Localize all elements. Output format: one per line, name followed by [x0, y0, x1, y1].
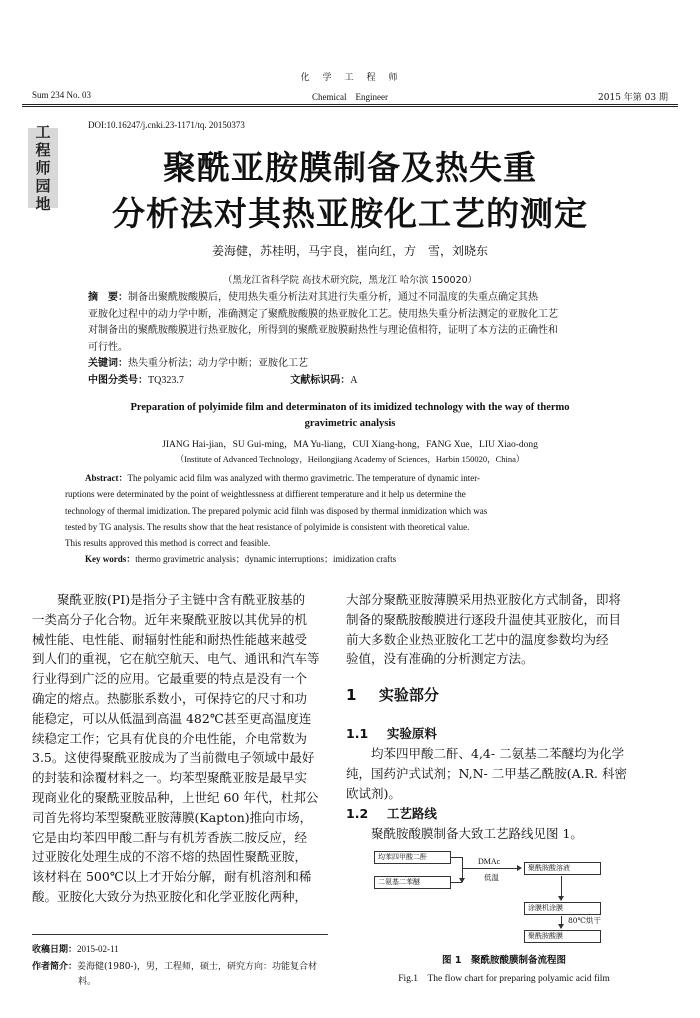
body-line: 过亚胺化处理生成的不溶不熔的热固性聚酰亚胺，	[32, 849, 308, 865]
section-1-2-title: 工艺路线	[386, 806, 437, 821]
affiliation-cn: （黑龙江省科学院 高技术研究院，黑龙江 哈尔滨 150020）	[222, 275, 478, 286]
column-tag-char: 园	[35, 177, 51, 195]
body-left-column	[32, 590, 332, 907]
title-en-line: Preparation of polyimide film and determinaton of its imidized technology with the way of thermo	[130, 402, 570, 413]
section-1-title: 实验部分	[378, 686, 439, 704]
issue-number-cn: 2015 年第 03 期	[598, 93, 668, 103]
section-1-1-body	[346, 744, 662, 803]
body-line: 一类高分子化合物。近年来聚酰亚胺以其优异的机	[32, 611, 308, 627]
flow-connector	[450, 857, 462, 858]
abstract-cn	[88, 290, 612, 389]
title-cn-line-1: 聚酰亚胺膜制备及热失重	[163, 148, 537, 187]
body-line: 欧试剂)。	[346, 785, 401, 801]
abstract-en-line: technology of thermal imidization. The prepared polymic acid filnh was disposed by thermal inmidization which was	[65, 505, 488, 516]
flow-arrowhead	[517, 865, 522, 871]
flow-box-coating: 涂膜机涂膜	[524, 902, 601, 915]
doi[interactable]: DOI:10.16247/j.cnki.23-1171/tq. 20150373	[88, 120, 245, 130]
body-line: 制备的聚酰胺酸膜进行逐段升温使其亚胺化，而目	[346, 611, 622, 627]
figure-caption-cn: 图 1 聚酰胺酸膜制备流程图	[442, 955, 566, 966]
body-line: 酸。亚胺化大致分为热亚胺化和化学亚胺化两种，	[32, 888, 308, 904]
header-rule	[22, 104, 678, 105]
author-bio: 姜海健(1980-)，男，工程师，硕士，研究方向：功能复合材	[77, 962, 317, 972]
body-line: 前大多数企业热亚胺化工艺中的温度参数均为经	[346, 631, 609, 647]
section-1-heading	[346, 684, 439, 705]
author-bio-label: 作者简介：	[32, 962, 78, 972]
doc-code-value: A	[350, 374, 358, 386]
clc-value: TQ323.7	[148, 374, 184, 386]
flow-box-oda: 二氨基二苯醚	[374, 876, 451, 889]
keywords-en-label: Key words：	[85, 554, 136, 565]
flow-arrow-to-solution	[462, 868, 518, 869]
column-tag-char: 地	[35, 195, 51, 213]
body-right-column	[346, 590, 662, 669]
body-line: 纯，国药沪式试剂；N,N- 二甲基乙酰胺(A.R. 科密	[346, 765, 627, 781]
body-line: 确定的熔点。热膨胀系数小，可保持它的尺寸和功	[32, 690, 308, 706]
abstract-en	[65, 470, 605, 568]
flow-label-low-temp: 低温	[484, 873, 499, 882]
body-line: 的封装和涂覆材料之一。均苯型聚酰亚胺是最早实	[32, 770, 308, 786]
flow-box-pmda: 均苯四甲酸二酐	[374, 851, 451, 864]
abstract-en-line: This results approved this method is correct and feasible.	[65, 538, 271, 549]
clc-label: 中图分类号：	[88, 374, 148, 386]
body-line: 3.5。这使得聚酰亚胺成为了当前微电子领域中最好	[32, 750, 315, 766]
footnote-author	[32, 960, 328, 990]
body-line: 验值，没有准确的分析测定方法。	[346, 651, 534, 667]
abstract-cn-label: 摘 要：	[88, 292, 128, 303]
column-tag	[28, 123, 58, 213]
flow-box-polyamic-solution: 聚酰胺酸溶液	[524, 862, 601, 875]
keywords-en: thermo gravimetric analysis；dynamic interruptions；imidization crafts	[135, 554, 397, 565]
column-tag-char: 师	[35, 159, 51, 177]
received-date: 2015-02-11	[77, 944, 119, 954]
body-line: 它是由均苯四甲酸二酐与有机芳香族二胺反应，经	[32, 829, 308, 845]
title-en-line: gravimetric analysis	[304, 418, 396, 429]
authors-en: JIANG Hai-jian，SU Gui-ming，MA Yu-liang，CUI Xiang-hong，FANG Xue，LIU Xiao-dong	[162, 440, 538, 450]
body-line: 能稳定，可以从低温到高温 482℃甚至更高温度连	[32, 710, 312, 726]
flow-arrow-to-film	[561, 916, 562, 928]
author-bio-cont: 料。	[78, 977, 97, 987]
flow-label-dmac: DMAc	[478, 857, 501, 866]
abstract-en-line: tested by TG analysis. The results show that the heat resistance of polyimide is consistent with theoretical value.	[65, 521, 470, 532]
section-1-1-title: 实验原料	[386, 726, 437, 741]
body-line: 续稳定工作；它具有优良的介电性能，介电常数为	[32, 730, 308, 746]
journal-name-cn: 化 学 工 程 师	[300, 73, 400, 83]
body-line: 到人们的重视，它在航空航天、电气、通讯和汽车等	[32, 651, 320, 667]
body-line: 聚酰亚胺(PI)是指分子主链中含有酰亚胺基的	[32, 592, 306, 607]
section-1-1-heading	[346, 724, 437, 742]
flow-connector-vertical	[462, 857, 463, 882]
abstract-cn-line: 亚胺化过程中的动力学中断，准确测定了聚酰胺酸膜的热亚胺化工艺。使用热失重分析法测定的亚胺化工艺	[88, 308, 558, 320]
body-line: 械性能、电性能、耐辐射性能和耐热性能越来越受	[32, 631, 308, 647]
abstract-cn-line: 制备出聚酰胺酸膜后，使用热失重分析法对其进行失重分析，通过不同温度的失重点确定其热	[128, 292, 538, 303]
figure-caption-en: Fig.1 The flow chart for preparing polyamic acid film	[398, 974, 610, 984]
abstract-cn-line: 对制备出的聚酰胺酸膜进行热亚胺化，所得到的聚酰亚胺膜耐热性与理论值相符，证明了本方法的正确性和	[88, 325, 558, 336]
title-cn-line-2: 分析法对其热亚胺化工艺的测定	[112, 194, 588, 233]
body-line: 该材料在 500℃以上才开始分解，耐有机溶剂和稀	[32, 869, 312, 885]
doc-code-label: 文献标识码：	[290, 374, 351, 386]
body-line: 行业得到广泛的应用。它最重要的特点是没有一个	[32, 671, 308, 687]
column-tag-char: 工	[35, 123, 51, 141]
header-rule-thin	[22, 106, 678, 107]
title-en	[70, 400, 630, 432]
flow-label-drying: 80℃烘干	[568, 916, 601, 925]
keywords-cn: 热失重分析法；动力学中断；亚胺化工艺	[128, 358, 308, 369]
authors-cn: 姜海健，苏桂明，马宇良，崔向红，方 雪，刘晓东	[211, 244, 488, 258]
abstract-en-label: Abstract：	[85, 473, 128, 483]
abstract-en-line: ruptions were determinated by the point of weightlessness at diffierent temperature and it help us determine the	[65, 489, 466, 500]
issue-number-en: Sum 234 No. 03	[32, 90, 92, 100]
section-1-number: 1	[346, 686, 357, 704]
section-1-2-heading	[346, 804, 437, 822]
flow-arrow-to-coating	[561, 876, 562, 900]
affiliation-en: （Institute of Advanced Technology，Heilongjiang Academy of Sciences，Harbin 150020，China）	[175, 454, 525, 464]
body-line: 现商业化的聚酰亚胺品种，上世纪 60 年代，杜邦公	[32, 789, 319, 805]
section-1-1-number: 1.1	[346, 726, 369, 741]
journal-name-en: Chemical Engineer	[312, 92, 388, 102]
flow-box-polyamic-film: 聚酰胺酸膜	[524, 930, 601, 943]
abstract-en-line: The polyamic acid film was analyzed with thermo gravimetric. The temperature of dynamic inter-	[127, 473, 481, 483]
abstract-cn-line: 可行性。	[88, 341, 128, 353]
body-line: 均苯四甲酸二酐、4,4- 二氨基二苯醚均为化学	[346, 746, 625, 761]
received-label: 收稿日期：	[32, 945, 78, 955]
section-1-2-number: 1.2	[346, 806, 369, 821]
footnote-received	[32, 942, 119, 955]
column-tag-char: 程	[35, 141, 51, 159]
keywords-cn-label: 关键词：	[88, 358, 128, 369]
footnote-rule	[32, 934, 328, 935]
body-line: 司首先将均苯型聚酰亚胺薄膜(Kapton)推向市场，	[32, 809, 313, 825]
body-line: 大部分聚酰亚胺薄膜采用热亚胺化方式制备，即将	[346, 592, 622, 607]
section-1-2-body: 聚酰胺酸膜制备大致工艺路线见图 1。	[346, 826, 583, 841]
